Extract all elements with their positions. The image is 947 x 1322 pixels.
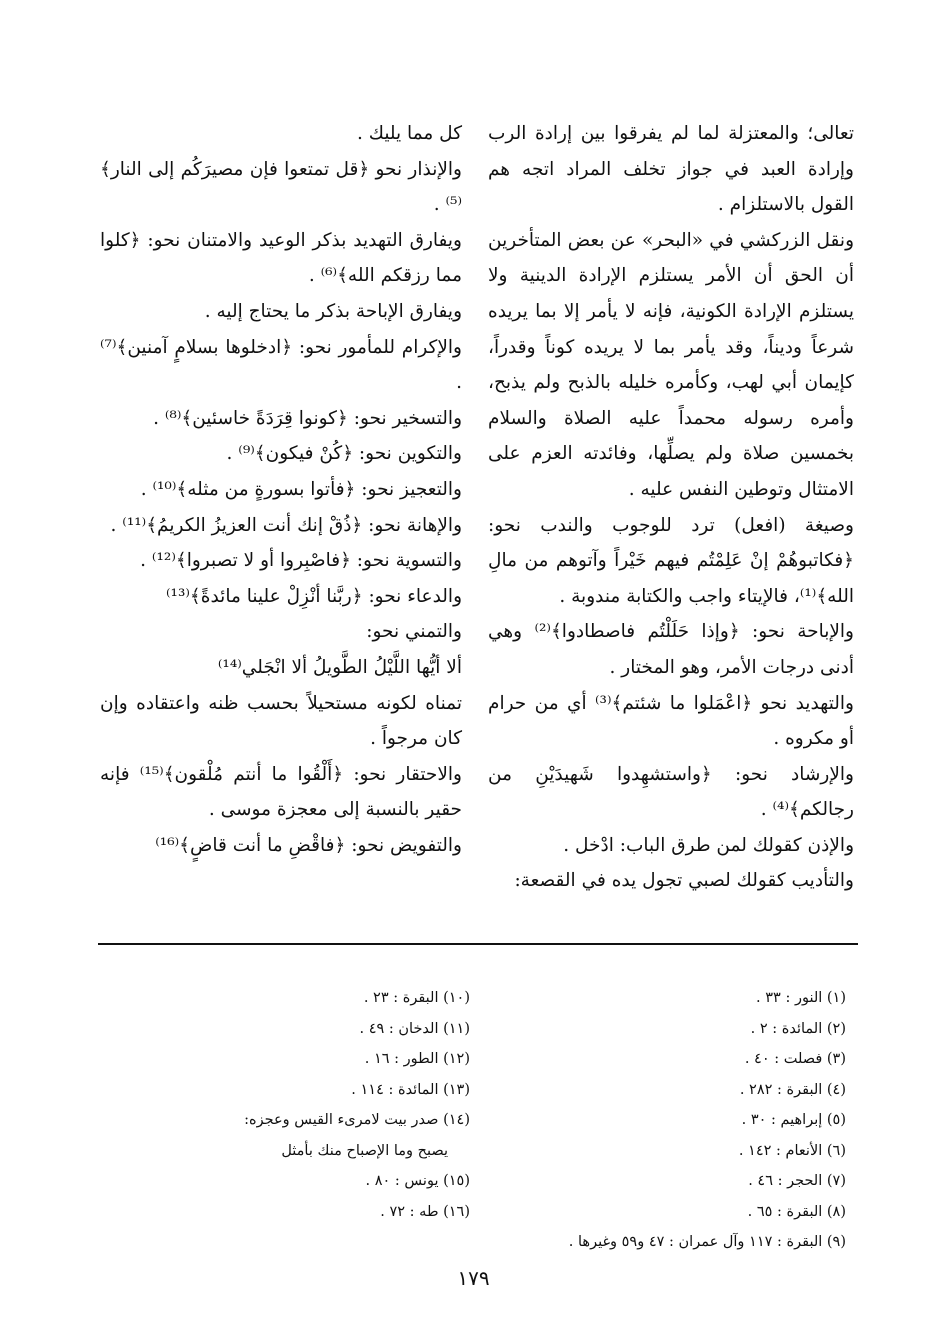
- footnote: (١٦) طه : ٧٢ .: [380, 1203, 470, 1220]
- paragraph: والإكرام للمأمور نحو: ﴿ادخلوها بسلامٍ آمنين﴾⁽⁷⁾ .: [100, 336, 462, 394]
- footnote-verse: يصبح وما الإصباح منك بأمثل: [281, 1142, 448, 1159]
- paragraph: والتكوين نحو: ﴿كُنْ فيكون﴾⁽⁹⁾ .: [226, 443, 462, 465]
- main-text-left-column: [100, 116, 462, 863]
- paragraph: والدعاء نحو: ﴿ربَّنا أنْزِلْ علينا مائدةً﴾⁽¹³⁾: [166, 585, 462, 607]
- page-number: ١٧٩: [457, 1266, 490, 1290]
- paragraph: والتهديد نحو ﴿اعْمَلوا ما شئتم﴾⁽³⁾ أي من حرام أو مكروه .: [488, 692, 854, 750]
- footnote: (٥) إبراهيم : ٣٠ .: [741, 1112, 846, 1128]
- paragraph: والتعجيز نحو: ﴿فأتوا بسورةٍ من مثله﴾⁽¹⁰⁾ .: [140, 478, 462, 500]
- footnote: (١) النور : ٣٣ .: [756, 990, 846, 1006]
- footnote: (٣) فصلت : ٤٠ .: [744, 1051, 846, 1067]
- paragraph: والتسخير نحو: ﴿كونوا قِرَدَةً خاسئين﴾⁽⁸⁾ .: [153, 407, 462, 429]
- footnote: (٩) البقرة : ١١٧ وآل عمران : ٤٧ و٥٩ وغيرها .: [568, 1234, 846, 1250]
- footnote: (١١) الدخان : ٤٩ .: [359, 1020, 470, 1037]
- footnote: (٧) الحجر : ٤٦ .: [748, 1173, 846, 1189]
- paragraph: والتأديب كقولك لصبي تجول يده في القصعة:: [514, 870, 854, 892]
- paragraph: تعالى؛ والمعتزلة لما لم يفرقوا بين إرادة الرب وإرادة العبد في جواز تخلف المراد اتجه هم القول بالاستلزام .: [488, 123, 854, 216]
- footnote: (١٤) صدر بيت لامرىء القيس وعجزه:: [244, 1112, 470, 1128]
- footnotes-left-column: [180, 983, 470, 1227]
- footnote: (١٣) المائدة : ١١٤ .: [351, 1081, 470, 1098]
- footnote: (١٠) البقرة : ٢٣ .: [363, 990, 470, 1006]
- poetry-verse: ألا أيُّها اللَّيْلُ الطَّويلُ ألا انْجَلي⁽¹⁴⁾: [217, 656, 462, 678]
- paragraph: ويفارق التهديد بذكر الوعيد والامتنان نحو: ﴿كلوا مما رزقكم الله﴾⁽⁶⁾ .: [100, 229, 462, 287]
- footnote: (٤) البقرة : ٢٨٢ .: [739, 1081, 846, 1098]
- paragraph: ونقل الزركشي في «البحر» عن بعض المتأخرين أن الحق أن الأمر يستلزم الإرادة الدينية ولا يستلزم الإرادة الكونية، فإنه لا يأمر إلا بما يريده شرعاً وديناً، وقد يأمر بما لا يريده كوناً وقدراً، كإيمان أبي لهب، وكأمره خليله بالذبح ولم يذبح، وأمره رسوله محمداً عليه الصلاة والسلام بخمسين صلاة ولم يصلِّها، وفائدته العزم على الامتثال وتوطين النفس عليه .: [488, 229, 854, 500]
- footnotes-right-column: [480, 983, 846, 1258]
- paragraph: تمناه لكونه مستحيلاً بحسب ظنه واعتقاده وإن كان مرجواً .: [100, 692, 462, 750]
- paragraph: والاحتقار نحو: ﴿أَلْقُوا ما أنتم مُلْقون﴾⁽¹⁵⁾ فإنه حقير بالنسبة إلى معجزة موسى .: [100, 763, 462, 821]
- paragraph: والإباحة نحو: ﴿وإذا حَلَلْتُم فاصطادوا﴾⁽²⁾ وهي أدنى درجات الأمر، وهو المختار .: [488, 621, 854, 678]
- paragraph: والإرشاد نحو: ﴿واستشهِدوا شَهيدَيْنِ من رجالكم﴾⁽⁴⁾ .: [488, 763, 854, 821]
- paragraph: كل مما يليك .: [356, 123, 462, 144]
- paragraph: والإهانة نحو: ﴿ذُقْ إنك أنت العزيزُ الكريمُ﴾⁽¹¹⁾ .: [110, 514, 462, 536]
- footnote: (٨) البقرة : ٦٥ .: [747, 1203, 846, 1220]
- footnote: (٦) الأنعام : ١٤٢ .: [738, 1142, 846, 1159]
- footnote-divider: [98, 943, 858, 945]
- paragraph: والتسوية نحو: ﴿فاصْبِروا أو لا تصبروا﴾⁽¹²⁾ .: [140, 550, 462, 572]
- paragraph: والإذن كقولك لمن طرق الباب: ادْخل .: [563, 834, 854, 856]
- paragraph: والتمني نحو:: [366, 621, 462, 643]
- footnote: (١٥) يونس : ٨٠ .: [365, 1173, 470, 1189]
- footnote: (٢) المائدة : ٢ .: [750, 1020, 846, 1037]
- paragraph: وصيغة (افعل) ترد للوجوب والندب نحو: ﴿فكاتبوهُمْ إنْ عَلِمْتُم فيهم خَيْراً وآتوهم من مالِ الله﴾⁽¹⁾، فالإيتاء واجب والكتابة مندوبة .: [488, 514, 854, 607]
- paragraph: والإنذار نحو ﴿قل تمتعوا فإن مصيرَكُم إلى النار﴾⁽⁵⁾ .: [100, 158, 462, 216]
- paragraph: والتفويض نحو: ﴿فاقْضِ ما أنت قاضٍ﴾⁽¹⁶⁾: [155, 834, 462, 856]
- footnote: (١٢) الطور : ١٦ .: [364, 1051, 470, 1067]
- paragraph: ويفارق الإباحة بذكر ما يحتاج إليه .: [204, 300, 462, 322]
- main-text-right-column: [488, 116, 854, 899]
